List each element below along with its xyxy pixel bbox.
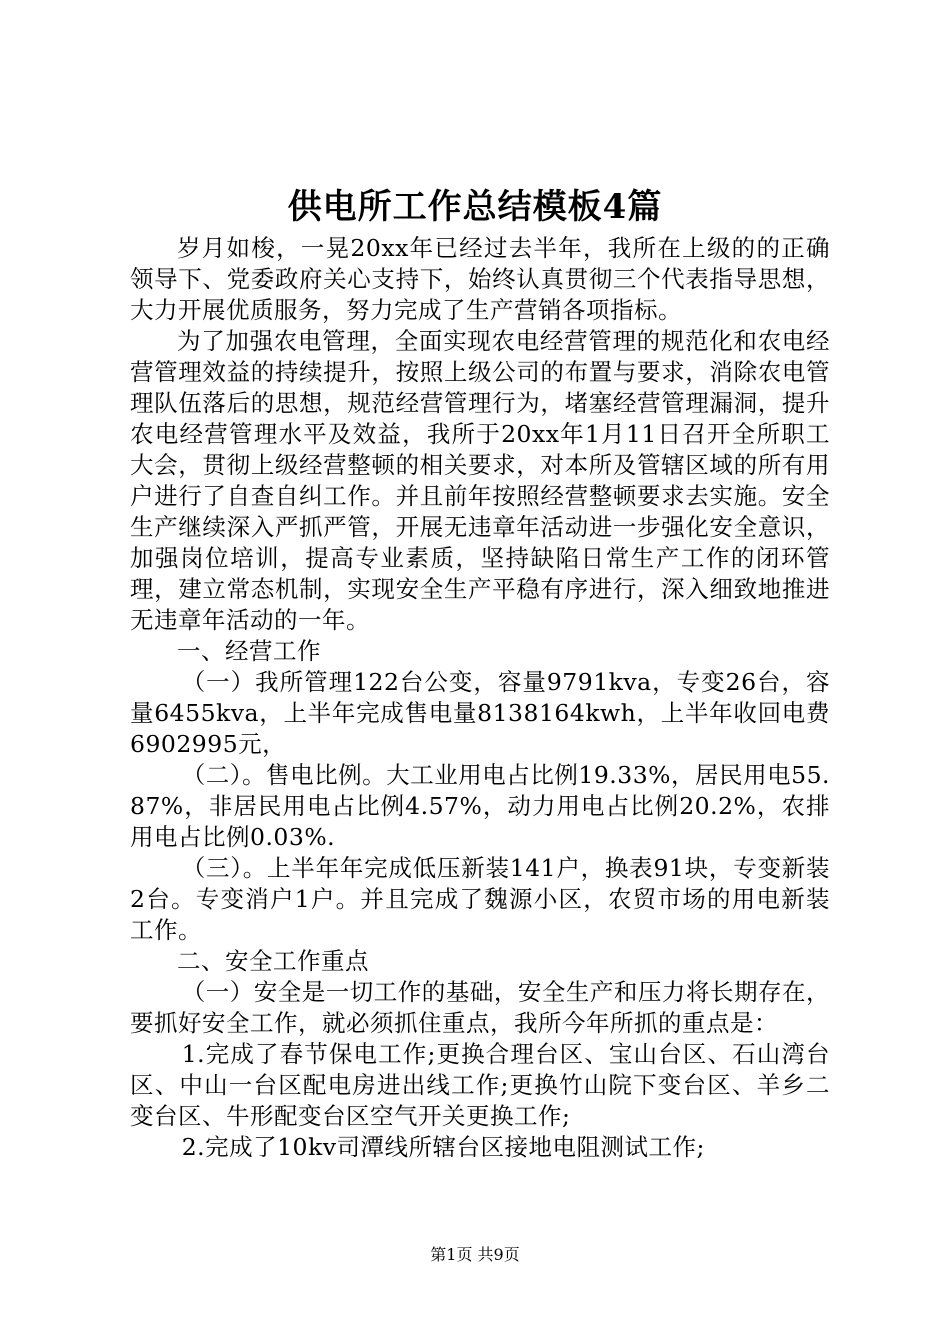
paragraph-management: 为了加强农电管理，全面实现农电经营管理的规范化和农电经营管理效益的持续提升，按照上级公司的布置与要求，消除农电管理队伍落后的思想，规范经营管理行为，堵塞经营管理漏洞，提升农电经营管理水平及效益，我所于20xx年1月11日召开全所职工大会，贯彻上级经营整顿的相关要求，对本所及管辖区域的所有用户进行了自查自纠工作。并且前年按照经营整顿要求去实施。安全生产继续深入严抓严管，开展无违章年活动进一步强化安全意识，加强岗位培训，提高专业素质，坚持缺陷日常生产工作的闭环管理，建立常态机制，实现安全生产平稳有序进行，深入细致地推进无违章年活动的一年。: [130, 327, 830, 634]
document-body: [130, 233, 830, 1163]
section-heading-operations: 一、经营工作: [177, 637, 321, 665]
operations-item-3: （三）。上半年年完成低压新装141户，换表91块，专变新装2台。专变消户1户。并且完成了魏源小区，农贸市场的用电新装工作。: [130, 854, 830, 944]
operations-item-1: （一）我所管理122台公变，容量9791kva，专变26台，容量6455kva，上半年完成售电量8138164kwh，上半年收回电费6902995元，: [130, 668, 830, 758]
page-footer: 第1页 共9页: [430, 1245, 520, 1264]
section-heading-safety: 二、安全工作重点: [177, 947, 369, 975]
operations-item-2: （二）。售电比例。大工业用电占比例19.33%，居民用电55.87%，非居民用电占比例4.57%，动力用电占比例20.2%，农排用电占比例0.03%.: [130, 761, 830, 851]
safety-item-1: （一）安全是一切工作的基础，安全生产和压力将长期存在，要抓好安全工作，就必须抓住重点，我所今年所抓的重点是：: [130, 978, 830, 1037]
document-title: 供电所工作总结模板4篇: [287, 187, 663, 227]
paragraph-intro: 岁月如梭，一晃20xx年已经过去半年，我所在上级的的正确领导下、党委政府关心支持下，始终认真贯彻三个代表指导思想，大力开展优质服务，努力完成了生产营销各项指标。: [130, 234, 830, 324]
safety-item-3: 2.完成了10kv司潭线所辖台区接地电阻测试工作;: [181, 1133, 705, 1161]
safety-item-2: 1.完成了春节保电工作;更换合理台区、宝山台区、石山湾台区、中山一台区配电房进出线工作;更换竹山院下变台区、羊乡二变台区、牛形配变台区空气开关更换工作;: [130, 1040, 830, 1130]
